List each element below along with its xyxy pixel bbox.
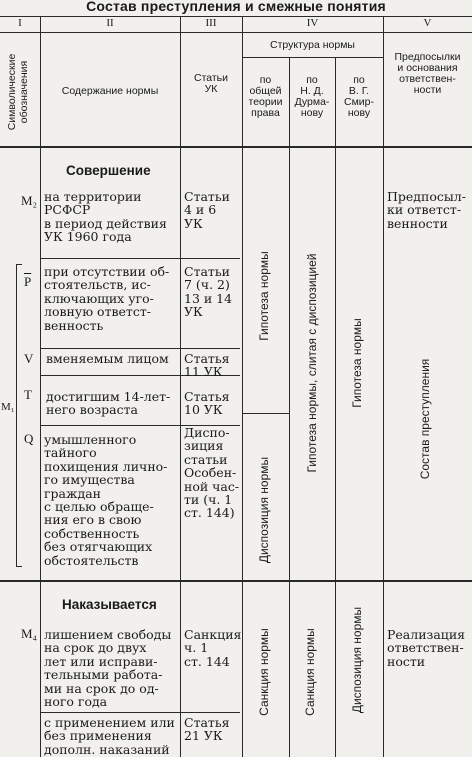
content-m2: на территории РСФСР в период действия УК 1960 года <box>44 189 167 245</box>
article-v: Статья 11 УК <box>184 351 230 380</box>
label-sanction-durmanov: Санкция нормы <box>303 628 317 716</box>
m1-bracket <box>16 264 17 567</box>
header-articles: Статьи УК <box>193 72 229 95</box>
content-v: вменяемым лицом <box>46 351 169 366</box>
m1-bracket-top <box>16 264 22 265</box>
col-line-1 <box>40 16 41 757</box>
col-line-4b <box>335 57 336 757</box>
header-symbols: Символические обозначения <box>6 53 30 131</box>
symbol-q: Q <box>24 431 34 446</box>
preconditions-text: Предпосыл- ки ответст- венности <box>387 189 466 231</box>
rule-commission-bottom <box>0 580 472 582</box>
header-by-smirnov: по В. Г. Смир- нову <box>343 74 374 119</box>
article-m4: Санкция ч. 1 ст. 144 <box>184 627 242 669</box>
symbol-m1: M₁ <box>1 401 15 413</box>
article-m2: Статьи 4 и 6 УК <box>184 189 230 231</box>
symbol-m4: M₄ <box>21 626 38 641</box>
content-p: при отсутствии об- стоятельств, ис- ключающих уго- ловную ответст- венность <box>44 264 170 333</box>
header-by-general-theory: по общей теории права <box>248 74 283 119</box>
label-disposition: Диспозиция нормы <box>257 456 271 564</box>
m1-bracket-bottom <box>16 566 22 567</box>
col-line-4a <box>289 57 290 757</box>
col-number-2: II <box>106 17 114 29</box>
rule-header-bottom <box>0 146 472 148</box>
label-hypothesis: Гипотеза нормы <box>257 251 271 341</box>
col-line-5 <box>383 16 384 757</box>
content-m4: лишением свободы на срок до двух лет или исправи- тельными работа- ми на срок до од- ного года <box>44 627 172 710</box>
article-t: Статья 10 УК <box>184 389 230 418</box>
rule-structure <box>242 57 383 58</box>
header-structure: Структура нормы <box>270 39 355 51</box>
symbol-v: V <box>24 351 34 366</box>
rule-top <box>0 16 472 17</box>
section-commission: Совершение <box>66 163 151 178</box>
symbol-p: $\overline{P}$ <box>24 274 32 289</box>
rule-m4-bottom <box>40 712 240 713</box>
table-title: Состав преступления и смежные понятия <box>86 0 386 14</box>
label-hypothesis-smirnov: Гипотеза нормы <box>350 318 364 408</box>
rule-below-numbers <box>0 32 472 33</box>
header-content: Содержание нормы <box>61 85 159 97</box>
content-additional: с применением или без применения дополн. наказаний <box>44 715 175 757</box>
header-preconditions: Предпосылки и основания ответствен- ности <box>394 51 461 96</box>
col-number-5: V <box>423 17 432 29</box>
symbol-t: T <box>24 387 32 402</box>
label-disposition-smirnov: Диспозиция нормы <box>350 606 364 714</box>
label-corpus-delicti: Состав преступления <box>418 358 432 480</box>
rule-hyp-disp <box>242 413 289 414</box>
article-p: Статьи 7 (ч. 2) 13 и 14 УК <box>184 264 233 320</box>
col-number-3: III <box>205 17 217 29</box>
rule-m2-bottom <box>40 258 240 259</box>
label-sanction: Санкция нормы <box>257 628 271 716</box>
symbol-m2: M₂ <box>21 193 38 208</box>
section-punished: Наказывается <box>62 597 157 612</box>
article-additional: Статья 21 УК <box>184 715 230 744</box>
content-t: достигшим 14-лет- него возраста <box>46 389 171 418</box>
col-line-2 <box>180 16 181 757</box>
header-by-durmanov: по Н. Д. Дурма- нову <box>294 74 330 119</box>
label-hypothesis-with-disposition: Гипотеза нормы, слитая с диспозицией <box>305 253 319 473</box>
col-number-4: IV <box>306 17 319 29</box>
rule-p-bottom <box>40 348 240 349</box>
col-number-1: I <box>18 17 22 29</box>
realization-text: Реализация ответствен- ности <box>387 627 466 669</box>
content-q: умышленного тайного похищения лично- го имущества граждан с целью обраще- ния его в свою собственность без отягчающих обстоятельств <box>44 432 168 568</box>
article-q: Диспо- зиция статьи Особен- ной час- ти (ч. 1 ст. 144) <box>184 425 240 521</box>
col-line-3 <box>242 16 243 757</box>
